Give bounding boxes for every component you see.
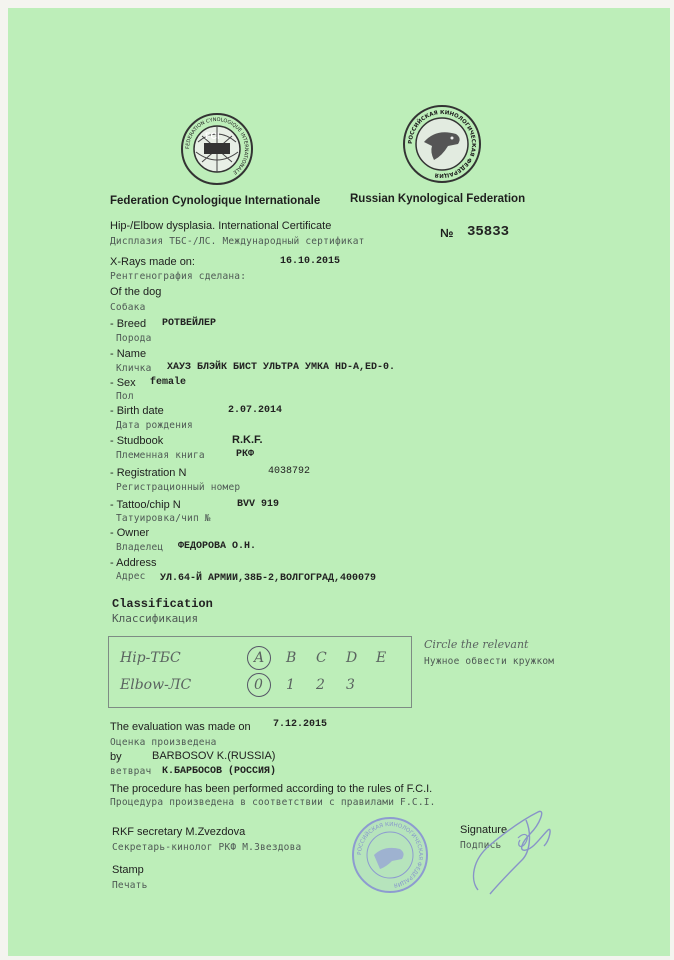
- registration-label-en: - Registration N: [110, 467, 187, 479]
- hip-grade-d: D: [346, 650, 358, 666]
- hip-grade-c: C: [316, 650, 327, 666]
- xray-label-en: X-Rays made on:: [110, 256, 195, 268]
- elbow-label: Elbow-ЛС: [120, 677, 192, 693]
- hip-grade-e: E: [376, 650, 387, 666]
- dog-section-en: Of the dog: [110, 286, 162, 298]
- tattoo-label-ru: Татуировка/чип №: [116, 513, 211, 524]
- studbook-label-en: - Studbook: [110, 435, 164, 447]
- cert-number: 35833: [467, 224, 510, 240]
- by-label-ru: ветврач: [110, 766, 152, 777]
- stamp-label-en: Stamp: [112, 864, 144, 876]
- sex-value: female: [150, 377, 187, 388]
- sex-label-ru: Пол: [116, 391, 134, 402]
- address-label-en: - Address: [110, 557, 157, 569]
- breed-value: РОТВЕЙЛЕР: [162, 318, 217, 329]
- tattoo-label-en: - Tattoo/chip N: [110, 499, 181, 511]
- vet-name-en: BARBOSOV K.(RUSSIA): [152, 750, 276, 762]
- elbow-selected-circle: [247, 673, 271, 697]
- hip-grade-b: B: [286, 650, 297, 666]
- org-right: Russian Kynological Federation: [350, 193, 526, 205]
- name-value: ХАУЗ БЛЭЙК БИСТ УЛЬТРА УМКА HD-A,ED-0.: [167, 362, 396, 373]
- procedure-text-ru: Процедура произведена в соответствии с правилами F.C.I.: [110, 797, 436, 808]
- hip-label: Hip-ТБС: [120, 650, 181, 666]
- studbook-label-ru: Племенная книга: [116, 450, 205, 461]
- vet-name-ru: К.БАРБОСОВ (РОССИЯ): [162, 766, 277, 777]
- signature-label-en: Signature: [460, 824, 508, 836]
- birth-value: 2.07.2014: [228, 405, 283, 416]
- elbow-grade-2: 2: [316, 677, 325, 693]
- stamp-ring-text: РОССИЙСКАЯ КИНОЛОГИЧЕСКАЯ ФЕДЕРАЦИЯ: [356, 821, 424, 888]
- by-label-en: by: [110, 751, 122, 763]
- rkf-ring-text: РОССИЙСКАЯ КИНОЛОГИЧЕСКАЯ ФЕДЕРАЦИЯ: [407, 109, 477, 179]
- org-left: Federation Cynologique Internationale: [110, 195, 321, 207]
- evaluation-label-ru: Оценка произведена: [110, 737, 217, 748]
- evaluation-date: 7.12.2015: [273, 719, 328, 730]
- fci-logo-text: FCI: [205, 131, 220, 141]
- rkf-round-stamp: [350, 815, 430, 895]
- elbow-grade-3: 3: [346, 677, 355, 693]
- xray-label-ru: Рентгенография сделана:: [110, 271, 247, 282]
- owner-label-en: - Owner: [110, 527, 150, 539]
- secretary-en: RKF secretary M.Zvezdova: [112, 826, 246, 838]
- registration-value: 4038792: [268, 466, 311, 477]
- certificate-sheet: [8, 8, 670, 956]
- circle-note-ru: Нужное обвести кружком: [424, 656, 555, 667]
- rkf-logo: [402, 104, 482, 184]
- signature-label-ru: Подпись: [460, 840, 502, 851]
- owner-label-ru: Владелец: [116, 542, 164, 553]
- dog-section-ru: Собака: [110, 302, 146, 313]
- address-value: УЛ.64-Й АРМИИ,38Б-2,ВОЛГОГРАД,400079: [160, 573, 377, 584]
- cert-title-ru: Дисплазия ТБС-/ЛС. Международный сертификат: [110, 236, 365, 247]
- elbow-grade-1: 1: [286, 677, 295, 693]
- breed-label-ru: Порода: [116, 333, 152, 344]
- classification-title-ru: Классификация: [112, 612, 199, 625]
- xray-date: 16.10.2015: [280, 256, 341, 267]
- evaluation-label-en: The evaluation was made on: [110, 721, 251, 733]
- birth-label-ru: Дата рождения: [116, 420, 193, 431]
- circle-note-en: Circle the relevant: [424, 638, 529, 651]
- cert-number-prefix: №: [440, 226, 454, 240]
- classification-title-en: Classification: [112, 597, 213, 611]
- fci-ring-text: FEDERATION CYNOLOGIQUE INTERNATIONALE: [184, 116, 250, 176]
- owner-value: ФЕДОРОВА О.Н.: [178, 541, 257, 552]
- handwritten-signature: [460, 790, 570, 900]
- hip-selected-circle: [247, 646, 271, 670]
- stamp-label-ru: Печать: [112, 880, 148, 891]
- secretary-ru: Секретарь-кинолог РКФ М.Звездова: [112, 842, 302, 853]
- registration-label-ru: Регистрационный номер: [116, 482, 241, 493]
- fci-logo: [180, 112, 254, 186]
- studbook-value-en: R.K.F.: [232, 434, 263, 446]
- birth-label-en: - Birth date: [110, 405, 164, 417]
- procedure-text-en: The procedure has been performed according to the rules of F.C.I.: [110, 783, 433, 795]
- elbow-grade-0: 0: [254, 677, 263, 693]
- hip-grade-a: A: [254, 650, 265, 666]
- sex-label-en: - Sex: [110, 377, 136, 389]
- name-label-en: - Name: [110, 348, 147, 360]
- tattoo-value: BVV 919: [237, 499, 280, 510]
- breed-label-en: - Breed: [110, 318, 147, 330]
- cert-title-en: Hip-/Elbow dysplasia. International Certificate: [110, 220, 332, 232]
- studbook-value-ru: РКФ: [236, 449, 255, 460]
- name-label-ru: Кличка: [116, 363, 152, 374]
- address-label-ru: Адрес: [116, 571, 146, 582]
